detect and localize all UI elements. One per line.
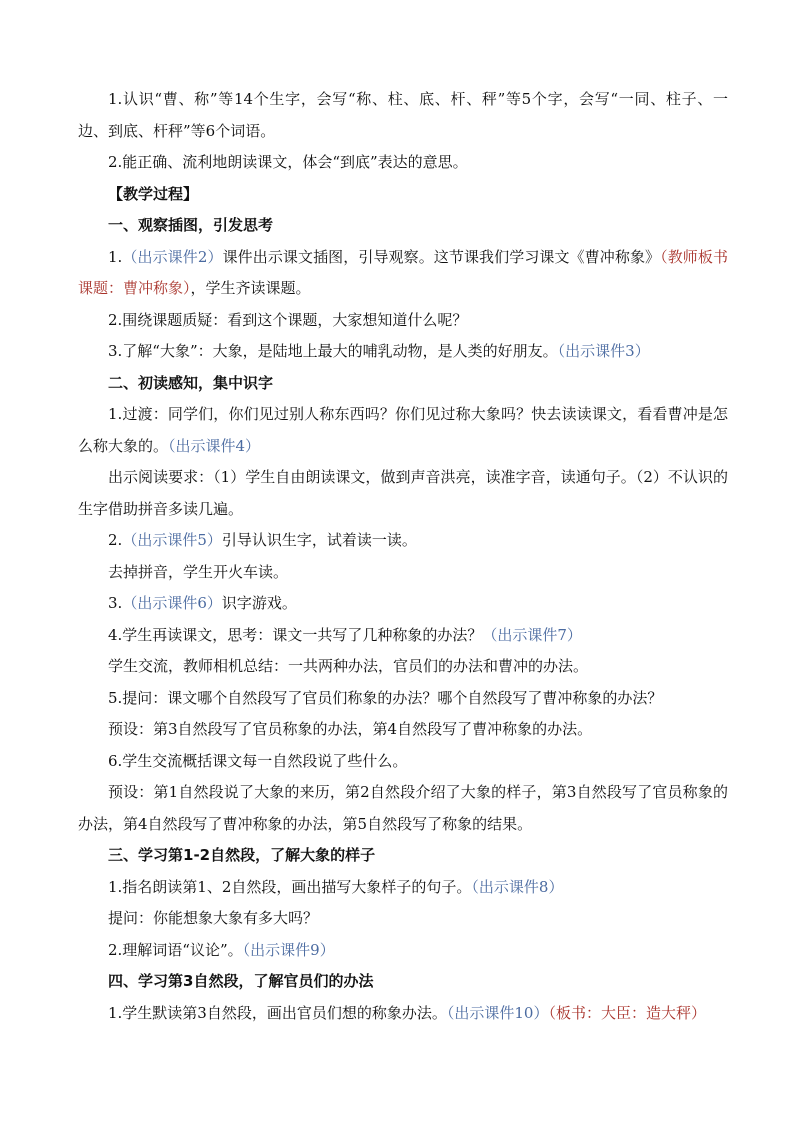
section-2-paragraph-3 xyxy=(78,525,728,557)
section-2-paragraph-9: 预设：第3自然段写了官员称象的办法，第4自然段写了曹冲称象的办法。 xyxy=(108,720,593,738)
section-2-heading: 二、初读感知，集中识字 xyxy=(108,373,274,392)
document-content xyxy=(78,84,728,1029)
paragraph-text: 2.理解词语“议论”。 xyxy=(108,940,243,959)
courseware-ref: （出示课件7） xyxy=(482,625,582,644)
section-1-paragraph-3 xyxy=(78,336,728,368)
paragraph-number: 3. xyxy=(108,594,123,612)
section-2-paragraph-7: 学生交流，教师相机总结：一共两种办法，官员们的办法和曹冲的办法。 xyxy=(108,657,589,675)
objective-1: 1.认识“曹、称”等14个生字，会写“称、柱、底、杆、秤”等5个字，会写“一同、柱子、一边、到底、杆秤”等6个词语。 xyxy=(78,90,728,140)
paragraph-text-tail: ，学生齐读课题。 xyxy=(190,279,311,297)
paragraph-text: 课件出示课文插图，引导观察。这节课我们学习课文《曹冲称象》 xyxy=(222,247,661,266)
paragraph-text: 识字游戏。 xyxy=(221,594,297,612)
courseware-ref: （出示课件9） xyxy=(242,940,335,959)
paragraph-text: 1.过渡：同学们，你们见过别人称东西吗？你们见过称大象吗？快去读读课文，看看曹冲是怎么称大象的。 xyxy=(78,405,728,455)
section-1-heading: 一、观察插图，引发思考 xyxy=(108,216,274,234)
section-4-paragraph-1 xyxy=(78,998,728,1030)
section-2-paragraph-6 xyxy=(78,620,728,652)
board-note: （板书：大臣：造大秤） xyxy=(548,1003,706,1022)
paragraph-text: 4.学生再读课文，思考：课文一共写了几种称象的办法？ xyxy=(108,625,483,644)
section-2-paragraph-5 xyxy=(78,588,728,620)
paragraph-text: 3.了解“大象”：大象，是陆地上最大的哺乳动物，是人类的好朋友。 xyxy=(108,342,558,360)
board-note: （教师板书课题：曹冲称象） xyxy=(78,247,728,297)
section-1-paragraph-2: 2.围绕课题质疑：看到这个课题，大家想知道什么呢？ xyxy=(108,310,468,329)
section-2-paragraph-2: 出示阅读要求：（1）学生自由朗读课文，做到声音洪亮，读准字音，读通句子。（2）不认识的生字借助拼音多读几遍。 xyxy=(78,468,728,518)
section-2-paragraph-10: 6.学生交流概括课文每一自然段说了些什么。 xyxy=(108,751,408,770)
paragraph-text: 1.指名朗读第1、2自然段，画出描写大象样子的句子。 xyxy=(108,877,472,896)
courseware-ref: （出示课件3） xyxy=(557,342,650,360)
section-3-heading: 三、学习第1-2自然段，了解大象的样子 xyxy=(108,846,376,864)
section-3-paragraph-2: 提问：你能想象大象有多大吗？ xyxy=(108,909,319,927)
section-3-paragraph-3 xyxy=(78,935,728,967)
paragraph-text: 引导认识生字，试着读一读。 xyxy=(221,531,417,549)
section-2-paragraph-11: 预设：第1自然段说了大象的来历，第2自然段介绍了大象的样子，第3自然段写了官员称象的办法，第4自然段写了曹冲称象的办法，第5自然段写了称象的结果。 xyxy=(78,783,728,833)
courseware-ref: （出示课件8） xyxy=(471,877,564,896)
paragraph-number: 2. xyxy=(108,531,123,549)
section-3-paragraph-1 xyxy=(78,872,728,904)
section-2-paragraph-8: 5.提问：课文哪个自然段写了官员们称象的办法？哪个自然段写了曹冲称象的办法？ xyxy=(108,688,663,707)
courseware-ref: （出示课件6） xyxy=(122,594,222,612)
paragraph-number: 1. xyxy=(108,247,123,266)
section-1-paragraph-1 xyxy=(78,242,728,305)
section-2-paragraph-4: 去掉拼音，学生开火车读。 xyxy=(108,562,289,581)
objective-2: 2.能正确、流利地朗读课文，体会“到底”表达的意思。 xyxy=(108,153,468,171)
section-2-paragraph-1 xyxy=(78,399,728,462)
courseware-ref: （出示课件5） xyxy=(122,531,222,549)
courseware-ref: （出示课件10） xyxy=(446,1003,549,1022)
courseware-ref: （出示课件4） xyxy=(168,436,261,455)
paragraph-text: 1.学生默读第3自然段，画出官员们想的称象办法。 xyxy=(108,1003,447,1022)
courseware-ref: （出示课件2） xyxy=(122,247,223,266)
process-heading: 【教学过程】 xyxy=(108,184,199,203)
section-4-heading: 四、学习第3自然段，了解官员们的办法 xyxy=(108,972,374,990)
